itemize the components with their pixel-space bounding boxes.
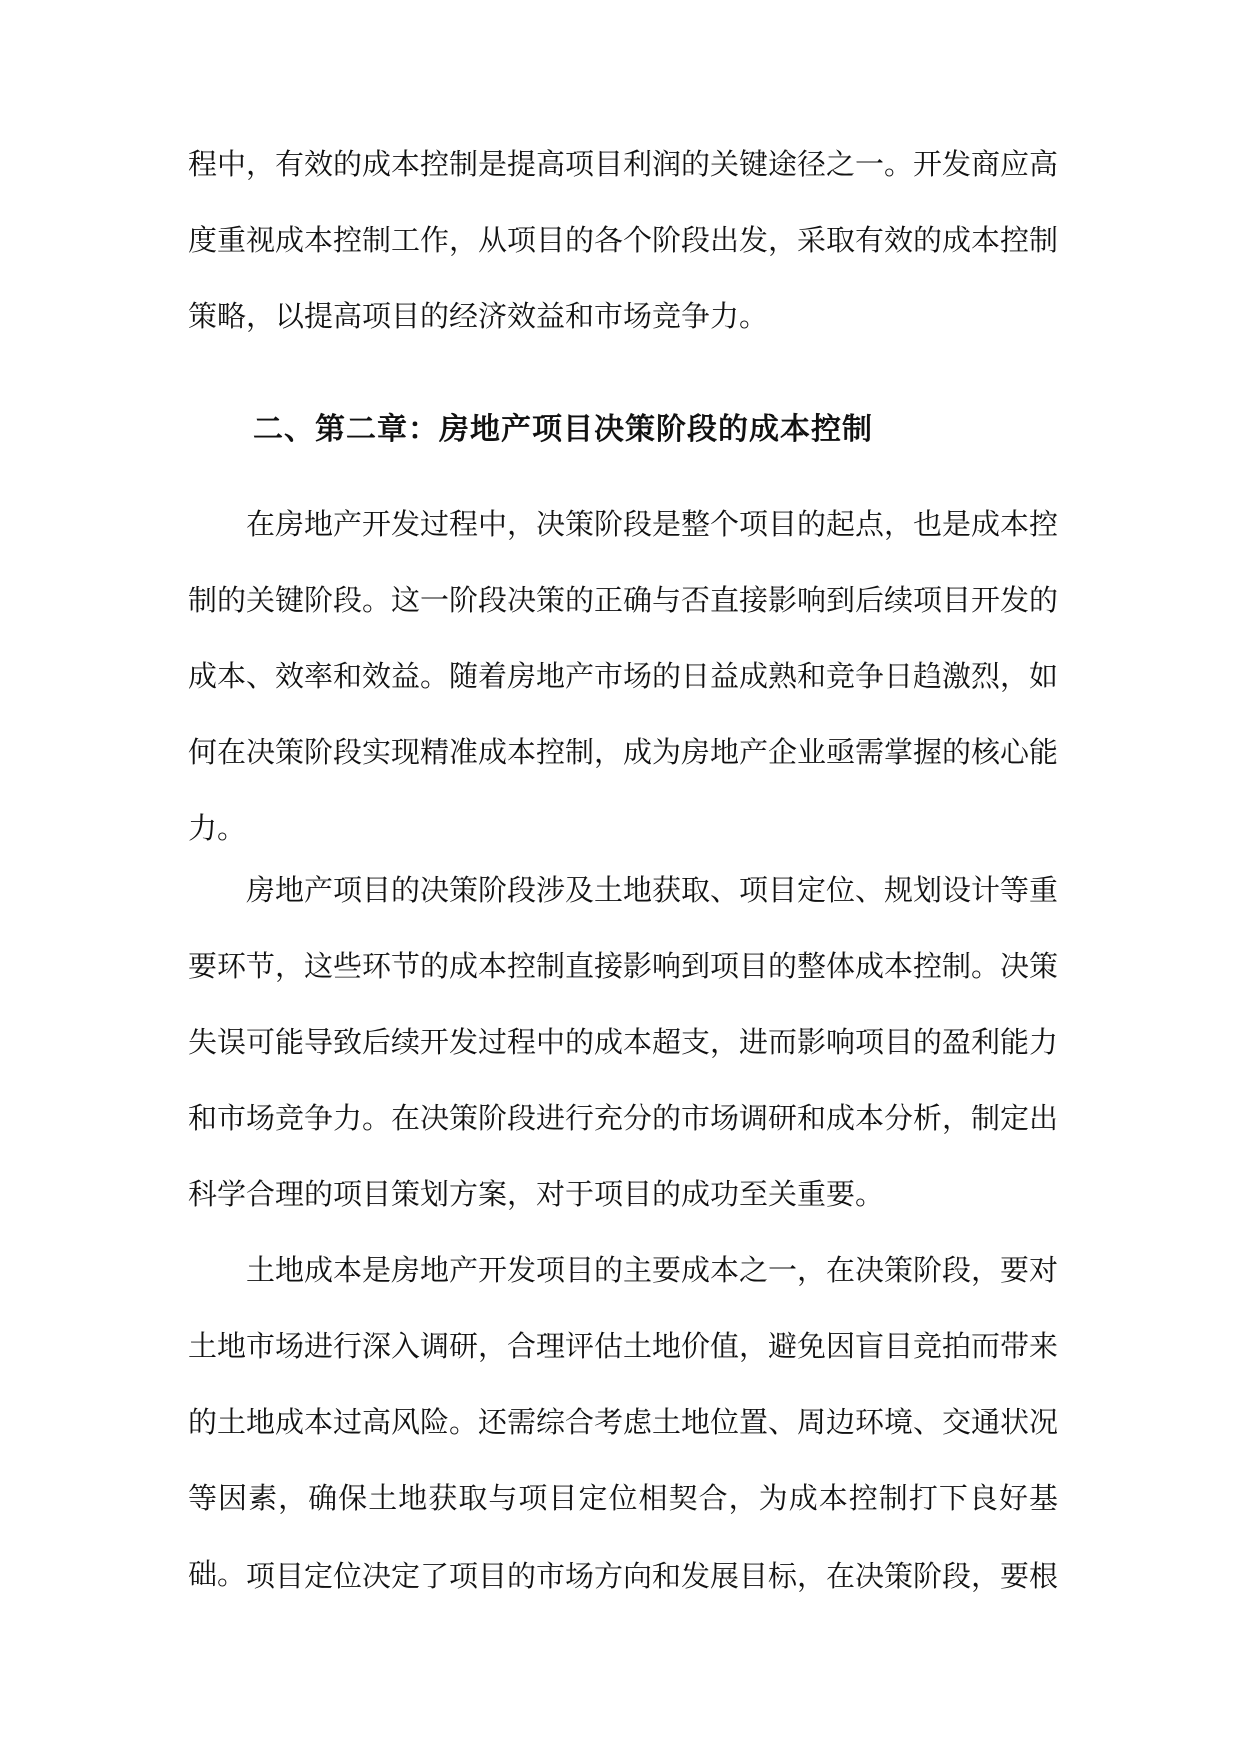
paragraph-2: 房地产项目的决策阶段涉及土地获取、项目定位、规划设计等重要环节，这些环节的成本控制直接影响到项目的整体成本控制。决策失误可能导致后续开发过程中的成本超支，进而影响项目的盈利能力和市场竞争力。在决策阶段进行充分的市场调研和成本分析，制定出科学合理的项目策划方案，对于项目的成功至关重要。: [188, 873, 1059, 1211]
chapter-heading: 二、第二章：房地产项目决策阶段的成本控制: [253, 412, 873, 447]
paragraph-3: 土地成本是房地产开发项目的主要成本之一，在决策阶段，要对土地市场进行深入调研，合理评估土地价值，避免因盲目竞拍而带来的土地成本过高风险。还需综合考虑土地位置、周边环境、交通状况等因素，确保土地获取与项目定位相契合，为成本控制打下良好基础。: [188, 1253, 1059, 1591]
paragraph-continued: 程中，有效的成本控制是提高项目利润的关键途径之一。开发商应高度重视成本控制工作，从项目的各个阶段出发，采取有效的成本控制策略，以提高项目的经济效益和市场竞争力。: [188, 147, 1059, 333]
paragraph-1: 在房地产开发过程中，决策阶段是整个项目的起点，也是成本控制的关键阶段。这一阶段决策的正确与否直接影响到后续项目开发的成本、效率和效益。随着房地产市场的日益成熟和竞争日趋激烈，如何在决策阶段实现精准成本控制，成为房地产企业亟需掌握的核心能力。: [188, 507, 1059, 845]
paragraph-4: 项目定位决定了项目的市场方向和发展目标，在决策阶段，要根: [246, 1559, 1059, 1593]
